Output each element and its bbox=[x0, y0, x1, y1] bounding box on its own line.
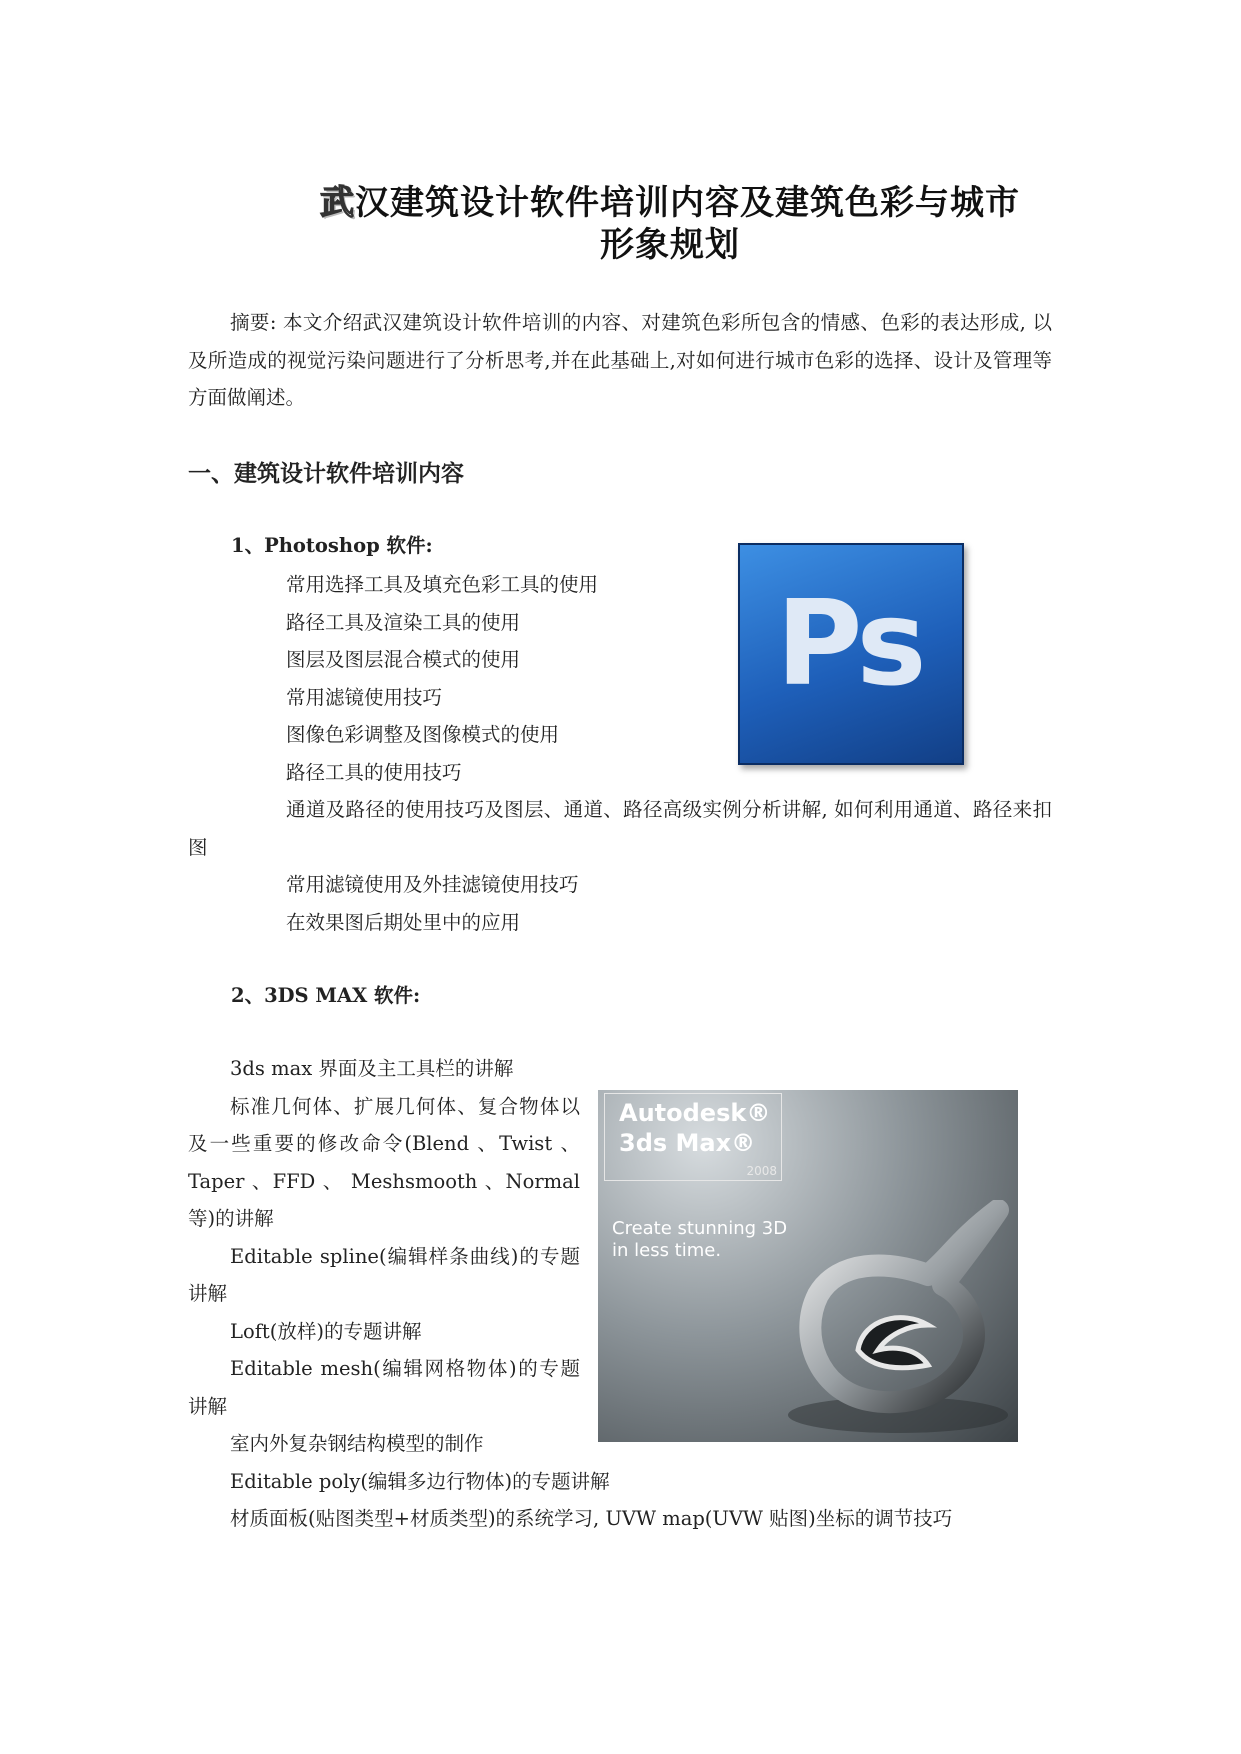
title-line-2: 形象规划 bbox=[600, 225, 740, 265]
brand-name bbox=[619, 1098, 770, 1158]
document-title bbox=[190, 182, 1150, 266]
brand-line-2: 3ds Max® bbox=[619, 1129, 756, 1157]
title-first-char: 武 bbox=[320, 183, 355, 223]
list-item: 室内外复杂钢结构模型的制作 bbox=[230, 1432, 484, 1455]
brand-line-1: Autodesk® bbox=[619, 1099, 771, 1127]
list-item: 常用选择工具及填充色彩工具的使用 bbox=[286, 573, 599, 596]
list-item: Editable poly(编辑多边行物体)的专题讲解 bbox=[230, 1469, 610, 1493]
list-item: 材质面板(贴图类型+材质类型)的系统学习, UVW map(UVW 贴图)坐标的调节技巧 bbox=[230, 1507, 953, 1530]
photoshop-heading: 1、Photoshop 软件: bbox=[231, 534, 433, 557]
section-heading-1: 一、建筑设计软件培训内容 bbox=[188, 461, 464, 487]
3dsmax-logo-icon bbox=[778, 1200, 1018, 1442]
list-item: Editable spline(编辑样条曲线)的专题讲解 bbox=[188, 1244, 580, 1305]
max-heading: 2、3DS MAX 软件: bbox=[231, 984, 421, 1007]
list-item: 图像色彩调整及图像模式的使用 bbox=[286, 723, 560, 746]
list-item: 在效果图后期处里中的应用 bbox=[286, 910, 521, 934]
title-line-1 bbox=[190, 182, 1150, 224]
brand-year: 2008 bbox=[746, 1164, 777, 1178]
list-item: Loft(放样)的专题讲解 bbox=[230, 1319, 422, 1343]
list-item: 路径工具的使用技巧 bbox=[286, 760, 462, 784]
list-item: 图层及图层混合模式的使用 bbox=[286, 648, 521, 671]
list-item: 通道及路径的使用技巧及图层、通道、路径高级实例分析讲解, 如何利用通道、路径来扣图 bbox=[188, 798, 1052, 859]
list-item: 常用滤镜使用及外挂滤镜使用技巧 bbox=[286, 873, 579, 896]
brand-frame bbox=[604, 1093, 782, 1181]
photoshop-logo-text: Ps bbox=[776, 574, 923, 712]
tagline-line-2: in less time. bbox=[612, 1240, 722, 1261]
list-item: 标准几何体、扩展几何体、复合物体以及一些重要的修改命令(Blend 、Twist 、Taper 、FFD 、 Meshsmooth 、Normal 等)的讲解 bbox=[188, 1094, 580, 1230]
3dsmax-product-image bbox=[598, 1090, 1018, 1442]
tagline bbox=[612, 1218, 787, 1262]
abstract-paragraph: 摘要: 本文介绍武汉建筑设计软件培训的内容、对建筑色彩所包含的情感、色彩的表达形成, 以及所造成的视觉污染问题进行了分析思考,并在此基础上,对如何进行城市色彩的选择、设计及管理等方面做阐述。 bbox=[188, 311, 1052, 409]
list-item: 路径工具及渲染工具的使用 bbox=[286, 610, 521, 634]
list-item: Editable mesh(编辑网格物体)的专题讲解 bbox=[188, 1357, 580, 1418]
tagline-line-1: Create stunning 3D bbox=[612, 1218, 788, 1239]
list-item: 常用滤镜使用技巧 bbox=[286, 685, 443, 709]
list-item: 3ds max 界面及主工具栏的讲解 bbox=[230, 1057, 514, 1080]
photoshop-logo-image bbox=[738, 543, 964, 765]
title-line-1-text: 汉建筑设计软件培训内容及建筑色彩与城市 bbox=[355, 183, 1020, 223]
